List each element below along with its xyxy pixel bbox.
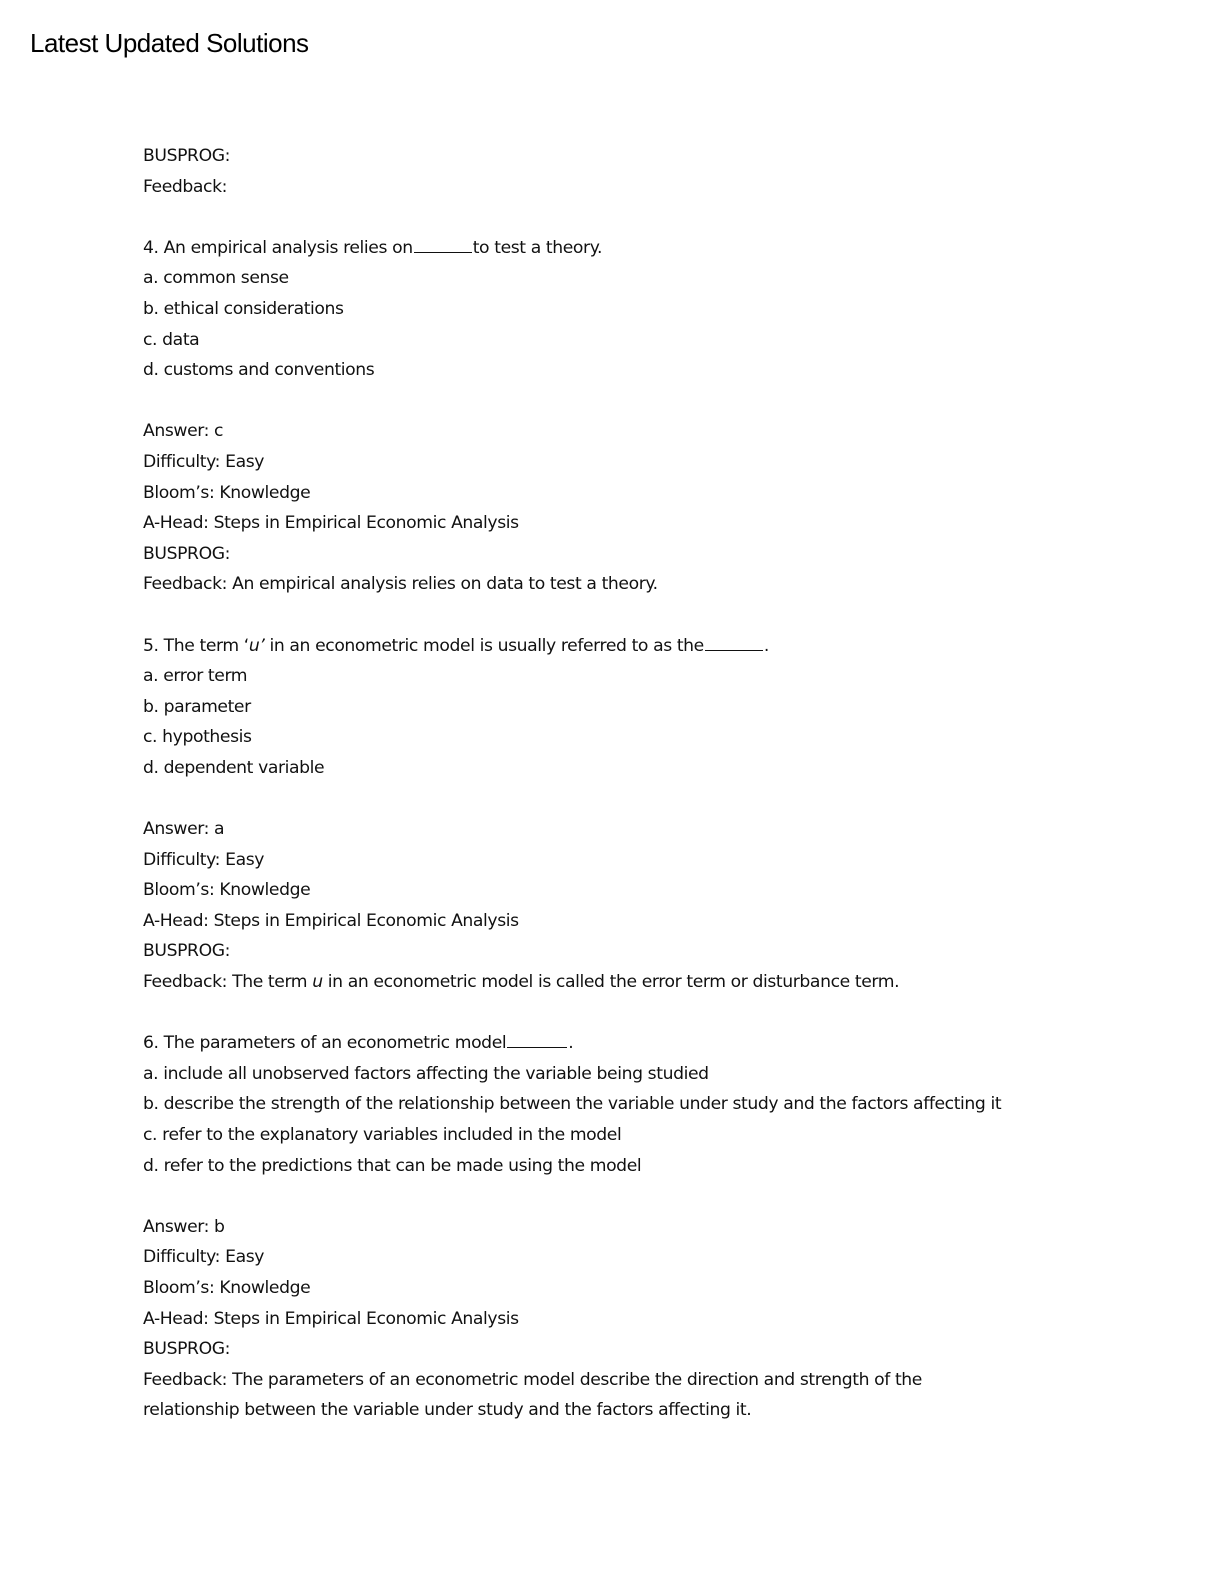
question-6-option-b: b. describe the strength of the relationship between the variable under study and the factors affecting it xyxy=(143,1094,1002,1115)
feedback-label: Feedback: xyxy=(143,176,228,197)
spacer xyxy=(143,783,1143,814)
answer-blank xyxy=(414,234,472,253)
question-5-stem-end: . xyxy=(763,635,769,656)
spacer xyxy=(143,998,1143,1029)
answer-blank xyxy=(507,1029,567,1048)
question-5-option-c: c. hypothesis xyxy=(143,727,252,748)
question-5-option-b: b. parameter xyxy=(143,696,251,717)
question-4-blooms: Bloom’s: Knowledge xyxy=(143,482,311,503)
question-6-feedback-line-1: Feedback: The parameters of an econometric model describe the direction and strength of the xyxy=(143,1369,922,1390)
question-5-difficulty: Difficulty: Easy xyxy=(143,849,265,870)
question-6-stem-end: . xyxy=(568,1033,574,1054)
question-6-busprog: BUSPROG: xyxy=(143,1339,231,1360)
question-6-difficulty: Difficulty: Easy xyxy=(143,1247,265,1268)
spacer xyxy=(143,600,1143,631)
document-body xyxy=(143,141,1143,1426)
question-6-option-c: c. refer to the explanatory variables included in the model xyxy=(143,1125,622,1145)
question-5-option-d: d. dependent variable xyxy=(143,757,325,778)
question-5-feedback xyxy=(143,967,1143,998)
question-5-stem-term: u’ xyxy=(248,635,265,656)
question-4-stem-end: to test a theory. xyxy=(472,237,603,258)
question-5-option-a: a. error term xyxy=(143,666,248,687)
question-5-feedback-start: Feedback: The term xyxy=(143,972,313,993)
question-5-answer: Answer: a xyxy=(143,819,225,840)
question-6-option-a: a. include all unobserved factors affecting the variable being studied xyxy=(143,1063,709,1084)
question-4-feedback: Feedback: An empirical analysis relies on data to test a theory. xyxy=(143,574,658,595)
question-6-feedback-line-2: relationship between the variable under study and the factors affecting it. xyxy=(143,1400,752,1421)
question-5-stem-start: 5. The term ‘ xyxy=(143,635,249,656)
question-4-option-a: a. common sense xyxy=(143,268,289,289)
question-4-option-b: b. ethical considerations xyxy=(143,298,344,319)
question-5-busprog: BUSPROG: xyxy=(143,941,231,962)
question-6-option-d: d. refer to the predictions that can be made using the model xyxy=(143,1155,642,1176)
question-6-ahead: A-Head: Steps in Empirical Economic Analysis xyxy=(143,1308,519,1329)
spacer xyxy=(143,1181,1143,1212)
question-6-stem-start: 6. The parameters of an econometric model xyxy=(143,1033,507,1054)
answer-blank xyxy=(705,632,763,651)
question-6-blooms: Bloom’s: Knowledge xyxy=(143,1277,311,1298)
question-4-busprog: BUSPROG: xyxy=(143,543,231,564)
question-5-stem xyxy=(143,631,1143,662)
question-6-answer: Answer: b xyxy=(143,1216,225,1237)
question-6-stem xyxy=(143,1028,1143,1059)
question-4-option-c: c. data xyxy=(143,329,200,350)
busprog-label: BUSPROG: xyxy=(143,146,231,166)
question-4-difficulty: Difficulty: Easy xyxy=(143,451,265,472)
question-5-stem-middle: in an econometric model is usually referred to as the xyxy=(264,635,704,656)
question-4-stem xyxy=(143,233,1143,264)
spacer xyxy=(143,202,1143,233)
question-4-ahead: A-Head: Steps in Empirical Economic Analysis xyxy=(143,513,519,534)
question-5-feedback-end: in an econometric model is called the error term or disturbance term. xyxy=(322,972,900,993)
question-4-option-d: d. customs and conventions xyxy=(143,360,375,381)
question-4-answer: Answer: c xyxy=(143,421,224,442)
question-4-stem-start: 4. An empirical analysis relies on xyxy=(143,237,413,258)
page-header-title: Latest Updated Solutions xyxy=(30,28,309,58)
question-5-ahead: A-Head: Steps in Empirical Economic Analysis xyxy=(143,910,519,931)
spacer xyxy=(143,386,1143,417)
question-5-blooms: Bloom’s: Knowledge xyxy=(143,880,311,901)
question-5-feedback-term: u xyxy=(312,972,323,993)
